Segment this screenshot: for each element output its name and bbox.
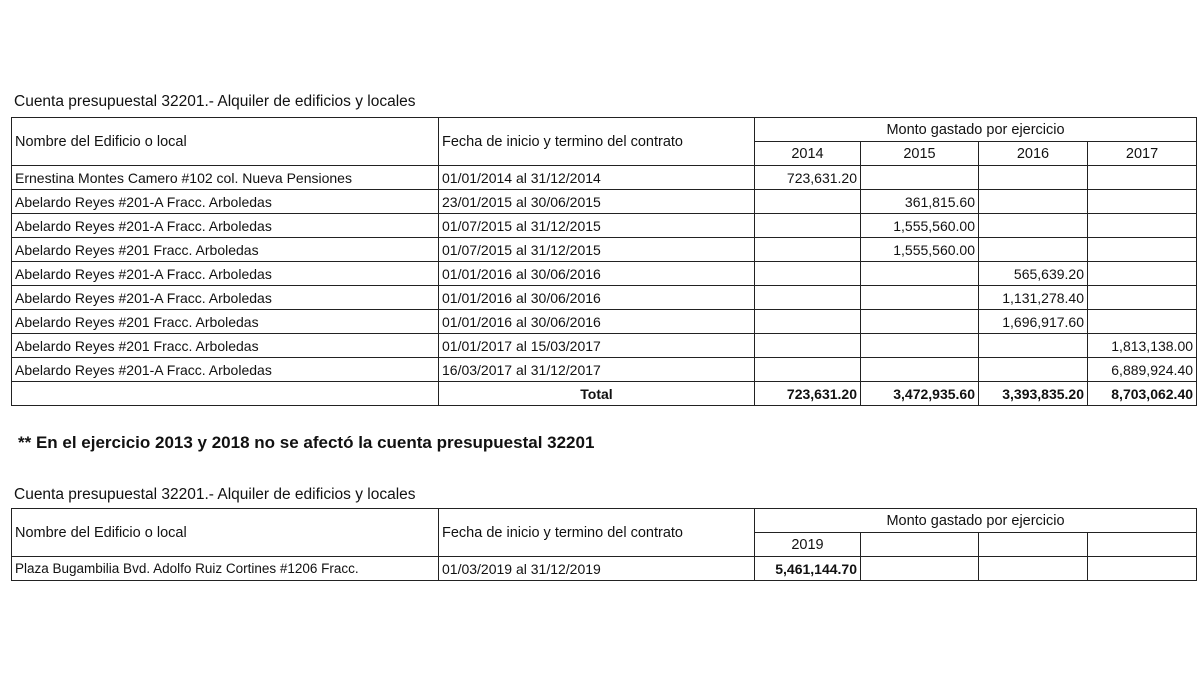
header-year-2014: 2014: [755, 142, 861, 166]
row-contract-dates: 01/01/2016 al 30/06/2016: [439, 262, 755, 286]
row-contract-dates: 01/07/2015 al 31/12/2015: [439, 238, 755, 262]
row-amount-2016: [979, 238, 1088, 262]
row-amount-2015: [861, 166, 979, 190]
header-year-2017: 2017: [1088, 142, 1197, 166]
row-building-name: Abelardo Reyes #201-A Fracc. Arboledas: [12, 286, 439, 310]
row-building-name: Abelardo Reyes #201 Fracc. Arboledas: [12, 238, 439, 262]
table-row: [12, 334, 1197, 358]
row-amount-2015: 1,555,560.00: [861, 238, 979, 262]
table-row: [12, 557, 1197, 581]
row-building-name: Plaza Bugambilia Bvd. Adolfo Ruiz Cortines #1206 Fracc.: [12, 557, 439, 581]
table-row: [12, 262, 1197, 286]
row-building-name: Abelardo Reyes #201 Fracc. Arboledas: [12, 310, 439, 334]
table1-caption: Cuenta presupuestal 32201.- Alquiler de edificios y locales: [14, 93, 416, 110]
row-contract-dates: 01/01/2016 al 30/06/2016: [439, 286, 755, 310]
row-amount-2016: [979, 166, 1088, 190]
budget-table-2019: [11, 508, 1197, 581]
row-amount-2016: 1,696,917.60: [979, 310, 1088, 334]
total-2015: 3,472,935.60: [861, 382, 979, 406]
row-amount-2014: 723,631.20: [755, 166, 861, 190]
row-amount-2017: 6,889,924.40: [1088, 358, 1197, 382]
budget-note: ** En el ejercicio 2013 y 2018 no se afectó la cuenta presupuestal 32201: [18, 433, 595, 452]
table-row: [12, 358, 1197, 382]
row-empty-cell: [861, 557, 979, 581]
row-amount-2014: [755, 214, 861, 238]
row-amount-2015: [861, 286, 979, 310]
row-amount-2017: 1,813,138.00: [1088, 334, 1197, 358]
header-building-name: Nombre del Edificio o local: [12, 118, 439, 166]
row-amount-2017: [1088, 262, 1197, 286]
header-amount-spent: Monto gastado por ejercicio: [755, 509, 1197, 533]
total-2017: 8,703,062.40: [1088, 382, 1197, 406]
row-amount-2014: [755, 262, 861, 286]
row-building-name: Abelardo Reyes #201 Fracc. Arboledas: [12, 334, 439, 358]
header-contract-dates: Fecha de inicio y termino del contrato: [439, 509, 755, 557]
row-amount-2017: [1088, 190, 1197, 214]
row-amount-2014: [755, 286, 861, 310]
table-row: [12, 214, 1197, 238]
header-empty-cell: [979, 533, 1088, 557]
table-row: [12, 166, 1197, 190]
total-empty-cell: [12, 382, 439, 406]
row-amount-2019: 5,461,144.70: [755, 557, 861, 581]
row-building-name: Abelardo Reyes #201-A Fracc. Arboledas: [12, 358, 439, 382]
total-label: Total: [439, 382, 755, 406]
row-empty-cell: [1088, 557, 1197, 581]
row-amount-2014: [755, 334, 861, 358]
budget-table-2014-2017: [11, 117, 1197, 406]
header-building-name: Nombre del Edificio o local: [12, 509, 439, 557]
row-empty-cell: [979, 557, 1088, 581]
table-row: [12, 190, 1197, 214]
row-contract-dates: 16/03/2017 al 31/12/2017: [439, 358, 755, 382]
row-amount-2015: [861, 358, 979, 382]
row-amount-2017: [1088, 238, 1197, 262]
row-amount-2015: 361,815.60: [861, 190, 979, 214]
table-row: [12, 238, 1197, 262]
row-amount-2017: [1088, 286, 1197, 310]
row-contract-dates: 01/03/2019 al 31/12/2019: [439, 557, 755, 581]
row-amount-2017: [1088, 310, 1197, 334]
table2-caption: Cuenta presupuestal 32201.- Alquiler de edificios y locales: [14, 486, 416, 503]
row-contract-dates: 23/01/2015 al 30/06/2015: [439, 190, 755, 214]
header-year-2016: 2016: [979, 142, 1088, 166]
row-contract-dates: 01/01/2016 al 30/06/2016: [439, 310, 755, 334]
row-amount-2014: [755, 238, 861, 262]
row-contract-dates: 01/01/2014 al 31/12/2014: [439, 166, 755, 190]
row-amount-2017: [1088, 166, 1197, 190]
row-amount-2014: [755, 358, 861, 382]
row-building-name: Abelardo Reyes #201-A Fracc. Arboledas: [12, 214, 439, 238]
row-amount-2016: 565,639.20: [979, 262, 1088, 286]
header-contract-dates: Fecha de inicio y termino del contrato: [439, 118, 755, 166]
row-amount-2016: [979, 214, 1088, 238]
row-amount-2015: [861, 334, 979, 358]
total-row: [12, 382, 1197, 406]
row-amount-2015: 1,555,560.00: [861, 214, 979, 238]
row-contract-dates: 01/01/2017 al 15/03/2017: [439, 334, 755, 358]
table-row: [12, 286, 1197, 310]
header-amount-spent: Monto gastado por ejercicio: [755, 118, 1197, 142]
row-amount-2014: [755, 310, 861, 334]
row-building-name: Abelardo Reyes #201-A Fracc. Arboledas: [12, 190, 439, 214]
total-2016: 3,393,835.20: [979, 382, 1088, 406]
row-amount-2016: [979, 358, 1088, 382]
row-amount-2016: [979, 190, 1088, 214]
row-amount-2015: [861, 262, 979, 286]
header-empty-cell: [1088, 533, 1197, 557]
row-amount-2017: [1088, 214, 1197, 238]
row-amount-2014: [755, 190, 861, 214]
row-building-name: Ernestina Montes Camero #102 col. Nueva Pensiones: [12, 166, 439, 190]
header-year-2015: 2015: [861, 142, 979, 166]
row-building-name: Abelardo Reyes #201-A Fracc. Arboledas: [12, 262, 439, 286]
header-year-2019: 2019: [755, 533, 861, 557]
row-amount-2016: 1,131,278.40: [979, 286, 1088, 310]
row-amount-2016: [979, 334, 1088, 358]
row-amount-2015: [861, 310, 979, 334]
header-empty-cell: [861, 533, 979, 557]
table-row: [12, 310, 1197, 334]
total-2014: 723,631.20: [755, 382, 861, 406]
row-contract-dates: 01/07/2015 al 31/12/2015: [439, 214, 755, 238]
